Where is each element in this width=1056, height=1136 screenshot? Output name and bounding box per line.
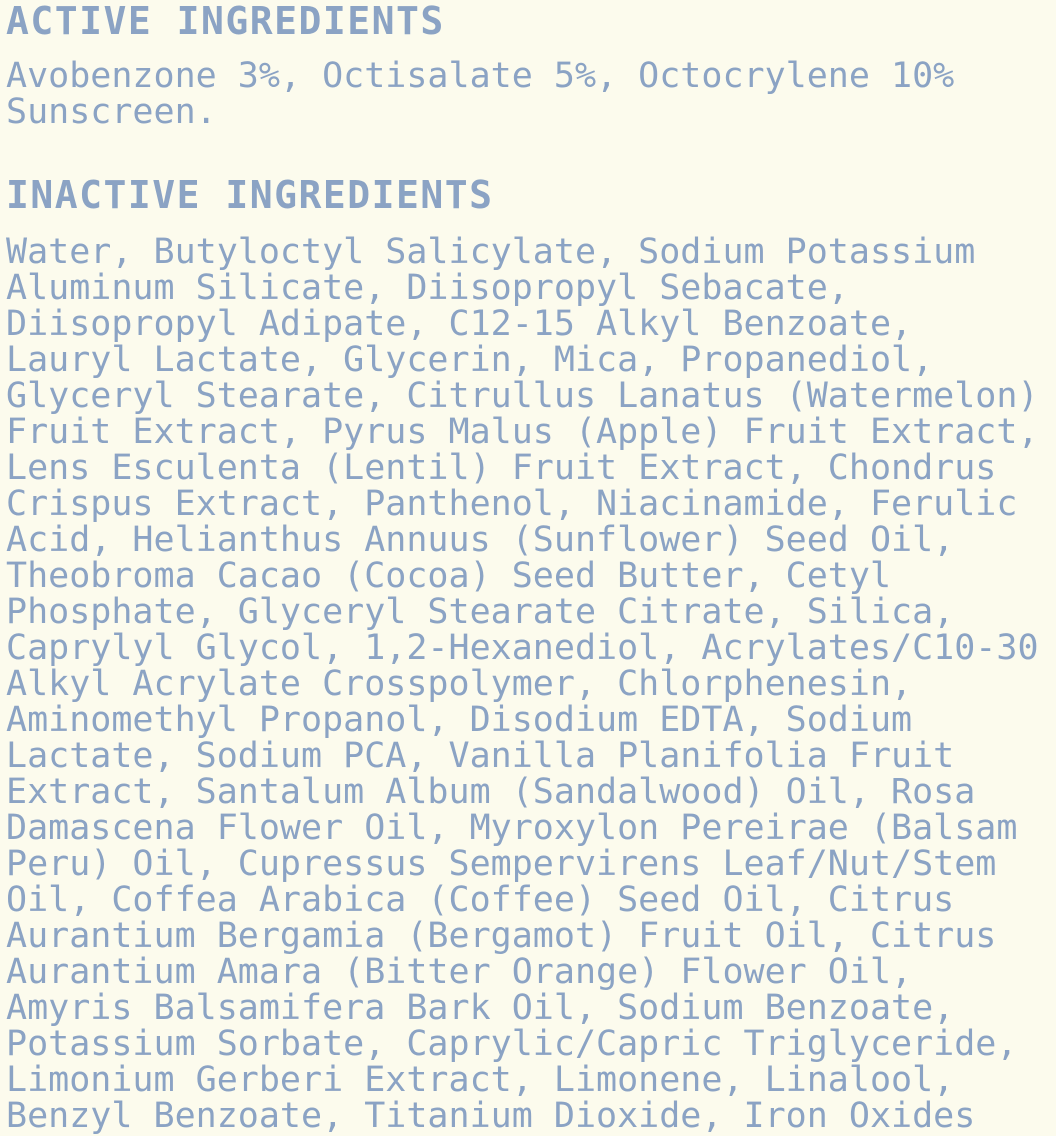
active-ingredients-text: Avobenzone 3%, Octisalate 5%, Octocrylene 10% Sunscreen. <box>6 55 955 132</box>
inactive-ingredients-heading: INACTIVE INGREDIENTS <box>6 172 494 217</box>
active-ingredients-heading: ACTIVE INGREDIENTS <box>6 0 445 43</box>
inactive-ingredients-text: Water, Butyloctyl Salicylate, Sodium Potassium Aluminum Silicate, Diisopropyl Sebacate, Diisopropyl Adipate, C12-15 Alkyl Benzoate, Lauryl Lactate, Glycerin, Mica, Propanediol, Glyceryl Stearate, Citrullus Lanatus (Watermelon) Fruit Extract, Pyrus Malus (Apple) Fruit Extract, Lens Esculenta (Lentil) Fruit Extract, Chondrus Crispus Extract, Panthenol, Niacinamide, Ferulic Acid, Helianthus Annuus (Sunflower) Seed Oil, Theobroma Cacao (Cocoa) Seed Butter, Cetyl Phosphate, Glyceryl Stearate Citrate, Silica, Caprylyl Glycol, 1,2-Hexanediol, Acrylates/C10-30 Alkyl Acrylate Crosspolymer, Chlorphenesin, Aminomethyl Propanol, Disodium EDTA, Sodium Lactate, Sodium PCA, Vanilla Planifolia Fruit Extract, Santalum Album (Sandalwood) Oil, Rosa Damascena Flower Oil, Myroxylon Pereirae (Balsam Peru) Oil, Cupressus Sempervirens Leaf/Nut/Stem Oil, Coffea Arabica (Coffee) Seed Oil, Citrus Aurantium Bergamia (Bergamot) Fruit Oil, Citrus Aurantium Amara (Bitter Orange) Flower Oil, Amyris Balsamifera Bark Oil, Sodium Benzoate, Potassium Sorbate, Caprylic/Capric Triglyceride, Limonium Gerberi Extract, Limonene, Linalool, Benzyl Benzoate, Titanium Dioxide, Iron Oxides <box>6 231 1039 1136</box>
